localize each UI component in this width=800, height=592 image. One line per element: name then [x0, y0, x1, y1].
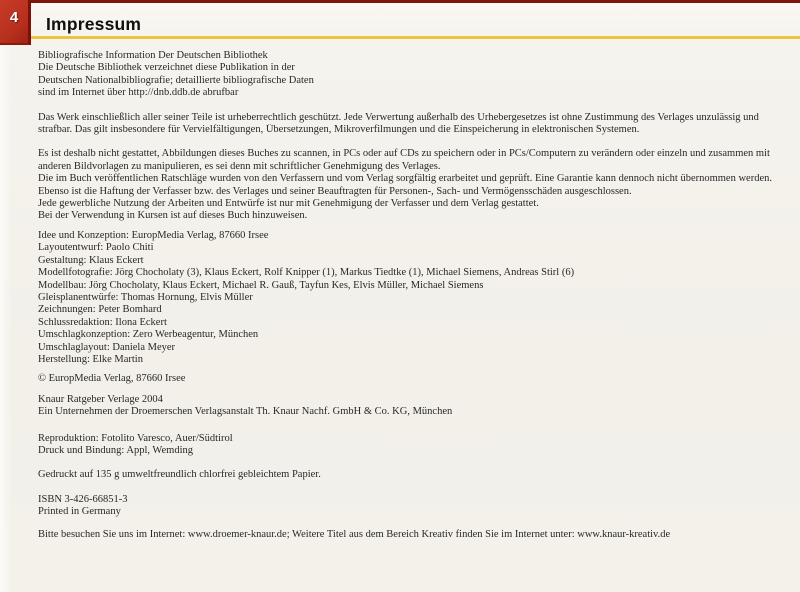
page-number: 4: [9, 9, 19, 26]
credit-line: Layoutentwurf: Paolo Chiti: [38, 242, 154, 254]
credit-line: Modellbau: Jörg Chocholaty, Klaus Eckert, Michael R. Gauß, Tayfun Kes, Elvis Müller, Michael Siemens: [38, 279, 484, 291]
credit-line: Umschlaglayout: Daniela Meyer: [38, 341, 176, 353]
credit-line: Zeichnungen: Peter Bomhard: [38, 304, 162, 316]
text-line: Druck und Bindung: Appl, Wemding: [38, 444, 193, 456]
header-rule: [31, 36, 800, 39]
usage-notice-paragraph: [38, 148, 797, 222]
text-line: Gedruckt auf 135 g umweltfreundlich chlorfrei gebleichtem Papier.: [38, 469, 321, 481]
copyright-notice-paragraph: [38, 112, 797, 137]
text-line: anderen Bildvorlagen zu manipulieren, es sei denn mit schriftlicher Genehmigung des Verlages.: [38, 160, 441, 172]
verlag-copyright-line: [38, 373, 797, 385]
text-line: Bibliografische Information Der Deutschen Bibliothek: [38, 50, 268, 61]
isbn-line: ISBN 3-426-66851-3: [38, 493, 128, 505]
credit-line: Gleisplanentwürfe: Thomas Hornung, Elvis Müller: [38, 291, 253, 303]
text-line: Das Werk einschließlich aller seiner Teile ist urheberrechtlich geschützt. Jede Verwertung außerhalb des Urhebergesetzes ist ohne Zustimmung des Verlages unzulässig und: [38, 111, 759, 123]
text-line: strafbar. Das gilt insbesondere für Vervielfältigungen, Übersetzungen, Mikroverfilmungen und die Einspeicherung in elektronischen Systemen.: [38, 124, 640, 136]
credit-line: Idee und Konzeption: EuropMedia Verlag, 87660 Irsee: [38, 229, 269, 241]
credit-line: Herstellung: Elke Martin: [38, 353, 143, 365]
printed-in-line: Printed in Germany: [38, 506, 121, 518]
publisher-paragraph: [38, 394, 797, 419]
credit-line: Schlussredaktion: Ilona Eckert: [38, 316, 167, 328]
imprint-content: [38, 50, 797, 541]
text-line: sind im Internet über http://dnb.ddb.de abrufbar: [38, 87, 239, 99]
page-number-tab: [0, 0, 31, 45]
page-title: Impressum: [46, 14, 142, 34]
text-line: Reproduktion: Fotolito Varesco, Auer/Südtirol: [38, 432, 233, 444]
bibliographic-info-paragraph: [38, 50, 797, 100]
text-line: Bitte besuchen Sie uns im Internet: www.droemer-knaur.de; Weitere Titel aus dem Bereich Kreativ finden Sie im Internet unter: www.knaur-kreativ.de: [38, 528, 671, 540]
text-line: Knaur Ratgeber Verlage 2004: [38, 393, 163, 405]
credit-line: Modellfotografie: Jörg Chocholaty (3), Klaus Eckert, Rolf Knipper (1), Markus Tiedtke (1), Michael Siemens, Andreas Stirl (6): [38, 267, 575, 279]
text-line: Die im Buch veröffentlichen Ratschläge wurden von den Verfassern und vom Verlag sorgfältig erarbeitet und geprüft. Eine Garantie kann dennoch nicht übernommen werden.: [38, 173, 772, 185]
text-line: Es ist deshalb nicht gestattet, Abbildungen dieses Buches zu scannen, in PCs oder auf CDs zu speichern oder in PCs/Computern zu verändern oder einzeln und zusammen mit: [38, 148, 770, 160]
text-line: Bei der Verwendung in Kursen ist auf dieses Buch hinzuweisen.: [38, 210, 308, 222]
text-line: Jede gewerbliche Nutzung der Arbeiten und Entwürfe ist nur mit Genehmigung der Verfasser und dem Verlag gestattet.: [38, 198, 539, 210]
text-line: Deutschen Nationalbibliografie; detaillierte bibliografische Daten: [38, 74, 314, 86]
text-line: Ein Unternehmen der Droemerschen Verlagsanstalt Th. Knaur Nachf. GmbH & Co. KG, München: [38, 406, 453, 418]
paper-note-line: [38, 469, 797, 481]
text-line: © EuropMedia Verlag, 87660 Irsee: [38, 373, 186, 385]
top-edge-strip: [0, 0, 800, 3]
isbn-paragraph: [38, 494, 797, 519]
credits-list: [38, 230, 797, 366]
text-line: Ebenso ist die Haftung der Verfasser bzw. des Verlages und seiner Beauftragten für Personen-, Sach- und Vermögensschäden ausgeschlossen.: [38, 185, 632, 197]
footer-links-line: [38, 529, 797, 541]
production-paragraph: [38, 433, 797, 458]
credit-line: Umschlagkonzeption: Zero Werbeagentur, München: [38, 329, 259, 341]
credit-line: Gestaltung: Klaus Eckert: [38, 254, 144, 266]
text-line: Die Deutsche Bibliothek verzeichnet diese Publikation in der: [38, 62, 295, 74]
